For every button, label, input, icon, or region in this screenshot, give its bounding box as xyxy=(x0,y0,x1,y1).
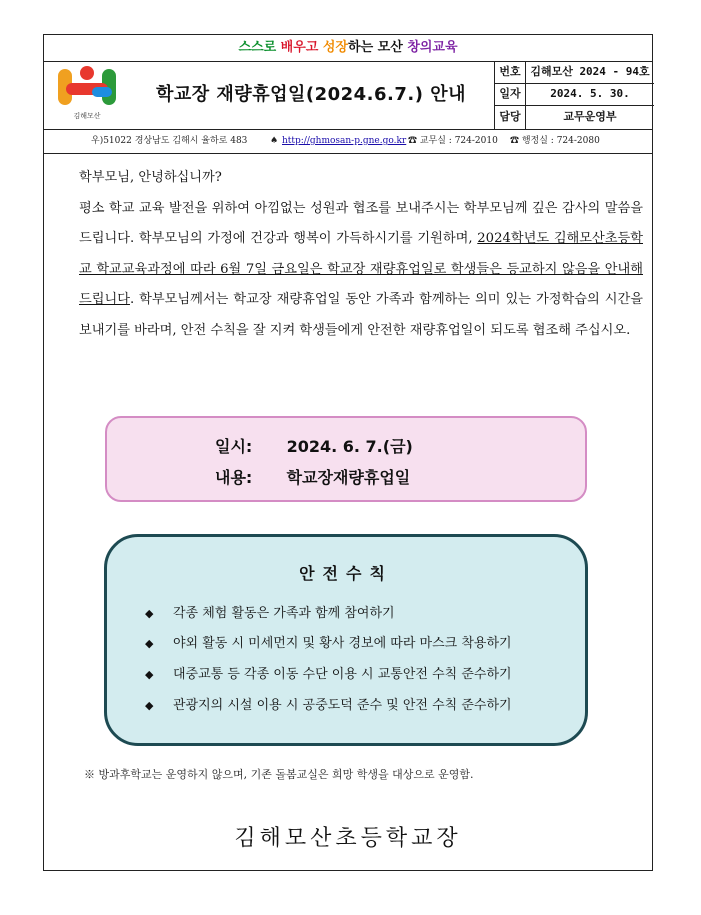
school-logo xyxy=(48,63,126,121)
footnote: ※ 방과후학교는 운영하지 않으며, 기존 돌봄교실은 희망 학생을 대상으로 운영함. xyxy=(84,768,474,781)
paragraph-text-end: . 학부모님께서는 학교장 재량휴업일 동안 가족과 함께하는 의미 있는 가정학습의 시간을 보내기를 바라며, 안전 수칙을 잘 지켜 학생들에게 안전한 재량휴업일이 되도록 협조해 주십시오. xyxy=(79,292,643,338)
homepage-icon: ♠ xyxy=(270,136,279,146)
meta-value: 2024. 5. 30. xyxy=(550,87,630,100)
document-meta-table xyxy=(494,61,654,129)
homepage-link[interactable]: http://ghmosan-p.gne.go.kr xyxy=(282,136,407,146)
safety-item-text: 각종 체험 활동은 가족과 함께 참여하기 xyxy=(173,606,395,621)
letter-body xyxy=(55,163,643,346)
slogan-part-4: 하는 모산 xyxy=(348,40,403,55)
letter-header xyxy=(44,61,652,130)
slogan-part-3: 성장 xyxy=(322,40,349,55)
safety-item xyxy=(145,632,512,651)
slogan-part-2: 배우고 xyxy=(280,40,319,55)
safety-title: 안전수칙 xyxy=(299,564,393,583)
slogan-part-5: 창의교육 xyxy=(407,40,458,55)
slogan xyxy=(44,35,652,62)
safety-item-text: 대중교통 등 각종 이동 수단 이용 시 교통안전 수칙 준수하기 xyxy=(173,667,512,682)
diamond-bullet-icon: ◆ xyxy=(145,607,154,620)
meta-key: 일자 xyxy=(495,83,526,105)
schedule-date-value: 2024. 6. 7.(금) xyxy=(286,437,413,456)
diamond-bullet-icon: ◆ xyxy=(145,668,154,681)
schedule-box xyxy=(105,416,587,502)
meta-value: 교무운영부 xyxy=(563,110,617,123)
greeting: 학부모님, 안녕하십니까? xyxy=(79,170,222,185)
meta-row-date xyxy=(495,83,654,106)
address: 우)51022 경상남도 김해시 율하로 483 xyxy=(91,136,248,146)
safety-item-text: 관광지의 시설 이용 시 공중도덕 준수 및 안전 수칙 준수하기 xyxy=(173,698,512,713)
safety-item xyxy=(145,602,395,621)
letter-frame xyxy=(43,34,653,871)
schedule-content-value: 학교장재량휴업일 xyxy=(286,468,411,487)
safety-item xyxy=(145,694,512,713)
schedule-content-label: 내용: xyxy=(215,468,253,487)
meta-row-number xyxy=(495,61,654,84)
paragraph-text: 평소 학교 교육 발전을 위하여 아낌없는 성원과 협조를 보내주시는 학부모님께 깊은 감사의 말씀을 드립니다. 학부모님의 가정에 건강과 행복이 가득하시기를 기원하며, xyxy=(79,200,643,246)
logo-icon xyxy=(48,63,126,113)
meta-row-department xyxy=(495,105,654,129)
document-title: 학교장 재량휴업일(2024.6.7.) 안내 xyxy=(155,84,467,105)
school-signature: 김해모산초등학교장 xyxy=(234,826,462,851)
diamond-bullet-icon: ◆ xyxy=(145,699,154,712)
safety-rules-box xyxy=(104,534,588,746)
diamond-bullet-icon: ◆ xyxy=(145,637,154,650)
safety-item-text: 야외 활동 시 미세먼지 및 황사 경보에 따라 마스크 착용하기 xyxy=(173,636,512,651)
meta-value: 김해모산 2024 - 94호 xyxy=(530,65,650,78)
contact-info xyxy=(44,129,652,154)
slogan-part-1: 스스로 xyxy=(238,40,277,55)
meta-key: 번호 xyxy=(495,61,526,83)
main-paragraph xyxy=(55,194,643,347)
phone-admin: ☎ 행정실 : 724-2080 xyxy=(510,136,600,146)
schedule-content xyxy=(215,465,410,488)
safety-item xyxy=(145,663,512,682)
paragraph-underlined-text: 2024학년도 김해모산초등학교 학교교육과정에 따라 6월 7일 금요일은 학교장 재량휴업일로 학생들은 등교하지 않음을 안내해 드립니다 xyxy=(79,231,643,307)
meta-key: 담당 xyxy=(495,105,526,129)
logo-text: 김해모산 xyxy=(73,112,101,120)
schedule-date-label: 일시: xyxy=(215,437,253,456)
phone-office: ☎ 교무실 : 724-2010 xyxy=(408,136,498,146)
schedule-date xyxy=(215,434,413,457)
